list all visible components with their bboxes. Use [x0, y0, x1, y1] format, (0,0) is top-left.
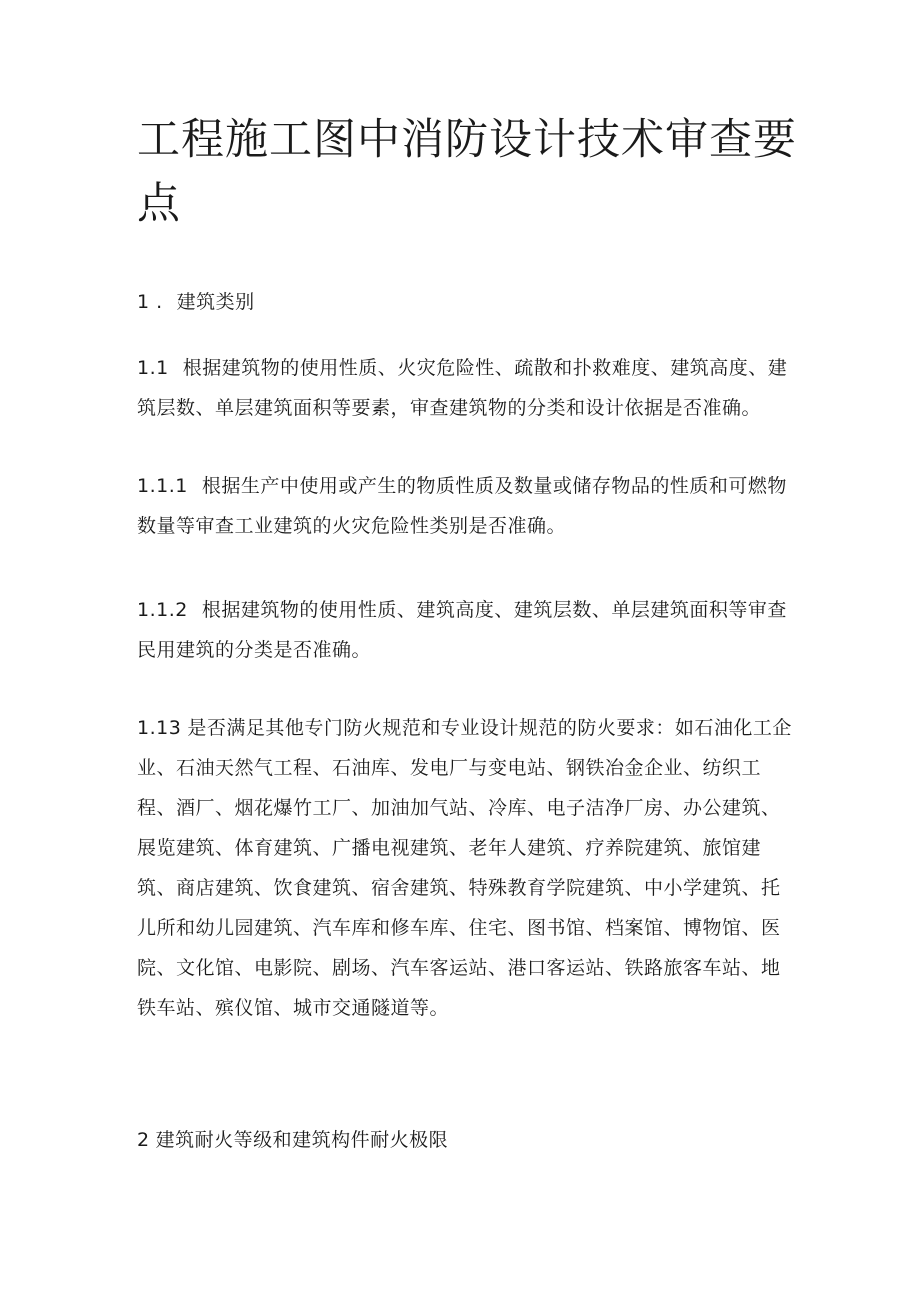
paragraph-text: 根据生产中使用或产生的物质性质及数量或储存物品的性质和可燃物数量等审查工业建筑的火灾危险性类别是否准确。	[137, 475, 787, 537]
paragraph-1-1-2	[137, 590, 797, 670]
paragraph-1-1	[137, 348, 797, 428]
section-text: 建筑耐火等级和建筑构件耐火极限	[155, 1129, 449, 1151]
paragraph-1-13	[137, 708, 797, 1028]
section-text: 建筑类别	[176, 291, 255, 313]
document-title: 工程施工图中消防设计技术审查要点	[137, 115, 797, 229]
paragraph-text: 是否满足其他专门防火规范和专业设计规范的防火要求：如石油化工企业、石油天然气工程、石油库、发电厂与变电站、钢铁冶金企业、纺织工程、酒厂、烟花爆竹工厂、加油加气站、冷库、电子洁净厂房、办公建筑、展览建筑、体育建筑、广播电视建筑、老年人建筑、疗养院建筑、旅馆建筑、商店建筑、饮食建筑、宿舍建筑、特殊教育学院建筑、中小学建筑、托儿所和幼儿园建筑、汽车库和修车库、住宅、图书馆、档案馆、博物馆、医院、文化馆、电影院、剧场、汽车客运站、港口客运站、铁路旅客车站、地铁车站、殡仪馆、城市交通隧道等。	[137, 717, 792, 1019]
paragraph-text: 根据建筑物的使用性质、建筑高度、建筑层数、单层建筑面积等审查民用建筑的分类是否准确。	[137, 599, 787, 661]
section-number: 1 .	[137, 291, 163, 313]
paragraph-1-1-1	[137, 466, 797, 546]
paragraph-number: 1.1.2	[137, 599, 188, 621]
paragraph-number: 1.1	[137, 357, 169, 379]
paragraph-number: 1.13	[137, 717, 182, 739]
paragraph-text: 根据建筑物的使用性质、火灾危险性、疏散和扑救难度、建筑高度、建筑层数、单层建筑面积等要素，审查建筑物的分类和设计依据是否准确。	[137, 357, 788, 419]
section-heading-2	[137, 1120, 797, 1160]
section-heading-1	[137, 282, 797, 322]
paragraph-number: 1.1.1	[137, 475, 188, 497]
section-number: 2	[137, 1129, 150, 1151]
